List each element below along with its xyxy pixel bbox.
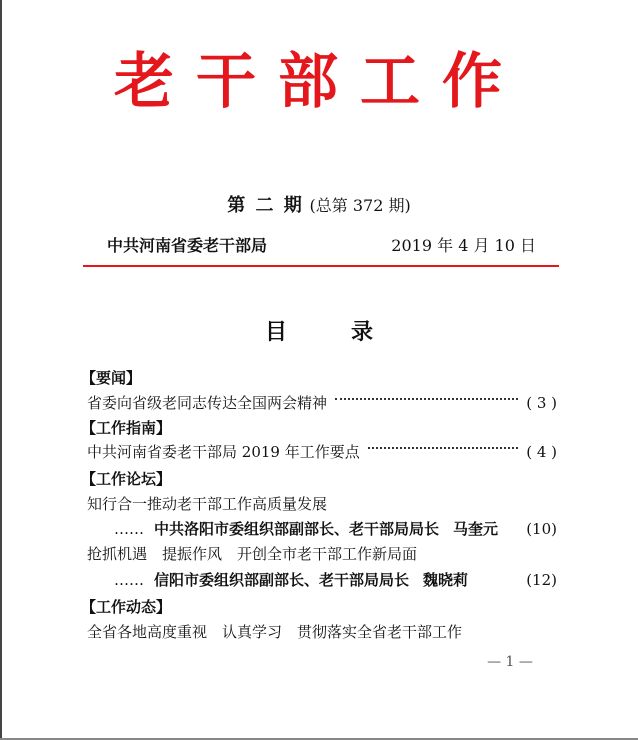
author-name: 魏晓莉	[423, 571, 469, 589]
toc-entry-title[interactable]: 抢抓机遇 提振作风 开创全市老干部工作新局面	[87, 545, 418, 563]
toc-section-updates: 【工作动态】	[81, 598, 172, 616]
toc-section-guide: 【工作指南】	[81, 419, 172, 437]
toc-entry-title: 省委向省级老同志传达全国两会精神	[87, 394, 328, 412]
toc-entry-page: ( 3 )	[526, 394, 557, 412]
author-dots: ……	[114, 520, 144, 538]
author-name: 马奎元	[453, 520, 499, 538]
red-divider-rule	[83, 265, 559, 267]
toc-entry[interactable]	[87, 393, 557, 413]
author-role: 信阳市委组织部副部长、老干部局局长	[154, 571, 410, 589]
issue-number: 第 二 期	[227, 195, 304, 216]
author-dots: ……	[114, 571, 144, 589]
toc-section-forum: 【工作论坛】	[81, 470, 172, 488]
issue-line	[0, 192, 638, 220]
toc-entry-page: ( 4 )	[526, 443, 557, 461]
publish-date: 2019 年 4 月 10 日	[391, 236, 536, 255]
toc-entry[interactable]	[87, 442, 557, 462]
toc-entry-page: (12)	[526, 571, 557, 589]
toc-entry-title: 中共河南省委老干部局 2019 年工作要点	[87, 443, 360, 461]
author-role: 中共洛阳市委组织部副部长、老干部局局长	[154, 520, 440, 538]
toc-heading: 目录	[264, 319, 437, 345]
masthead-title: 老干部工作	[114, 47, 524, 117]
toc-entry-page: (10)	[526, 520, 557, 538]
toc-entry-title[interactable]: 知行合一推动老干部工作高质量发展	[87, 495, 328, 513]
toc-section-news: 【要闻】	[81, 369, 142, 387]
page-number: — 1 —	[487, 654, 533, 670]
toc-entry-author-line	[114, 519, 557, 539]
toc-entry-author-line	[114, 570, 557, 590]
issue-total: (总第 372 期)	[309, 196, 411, 215]
dot-leader	[368, 447, 518, 449]
dot-leader	[335, 398, 518, 400]
toc-entry-title[interactable]: 全省各地高度重视 认真学习 贯彻落实全省老干部工作	[87, 623, 463, 641]
publisher-name: 中共河南省委老干部局	[107, 236, 268, 255]
